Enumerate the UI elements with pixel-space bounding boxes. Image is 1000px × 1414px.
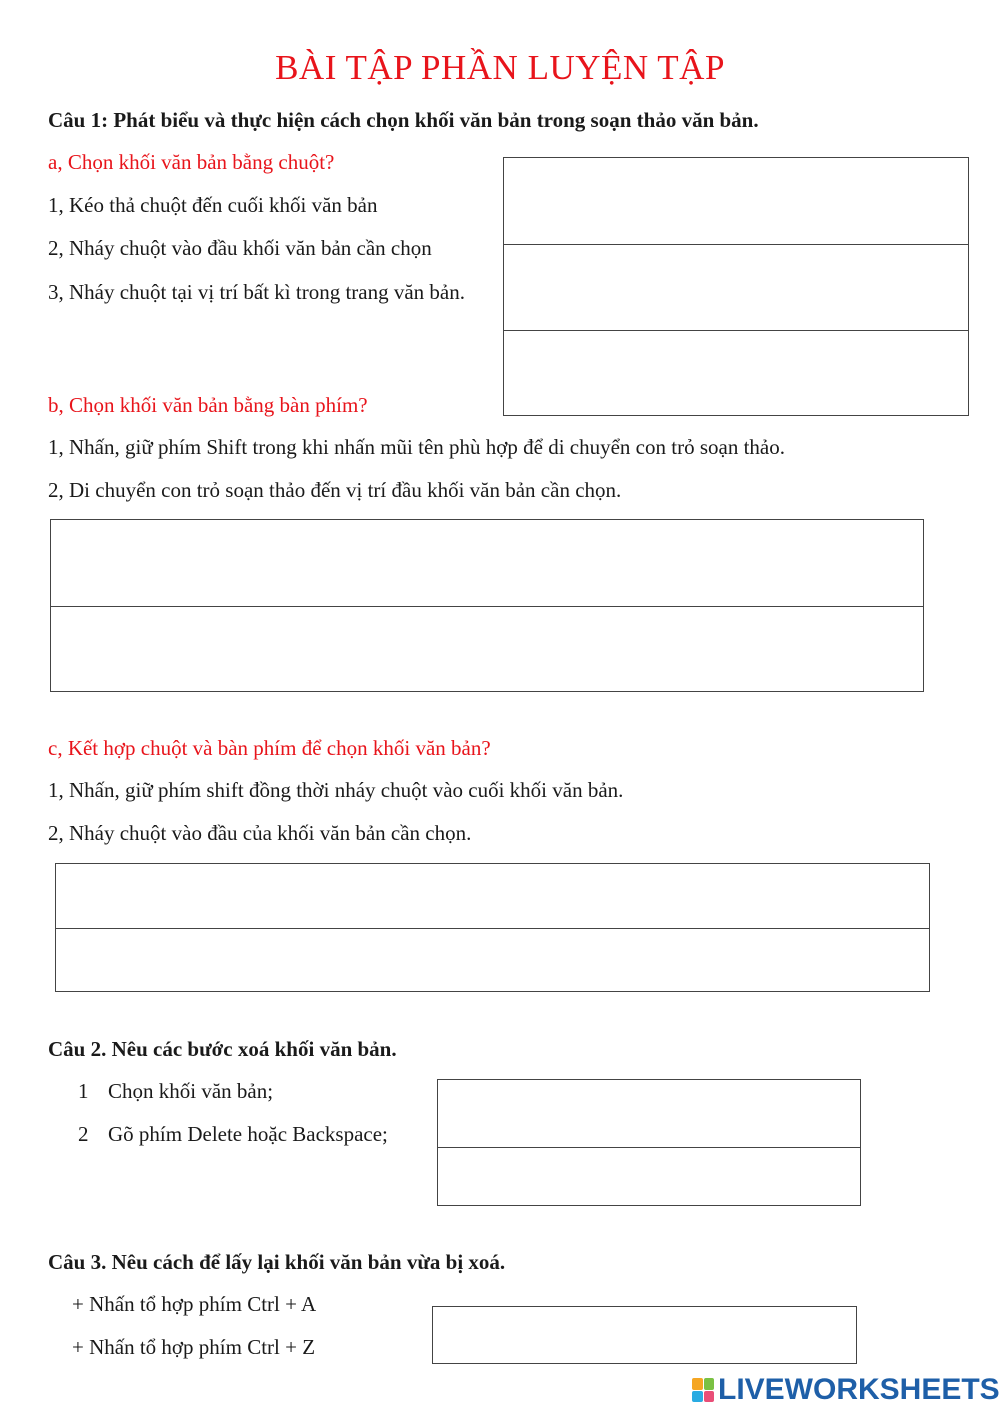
page-title: BÀI TẬP PHẦN LUYỆN TẬP bbox=[275, 48, 725, 87]
q2-answer-box bbox=[437, 1079, 861, 1206]
q1a-answer-divider bbox=[504, 244, 968, 245]
question-3-heading: Câu 3. Nêu cách để lấy lại khối văn bản vừa bị xoá. bbox=[48, 1250, 506, 1274]
q2-step-1-text: Chọn khối văn bản; bbox=[108, 1079, 274, 1103]
q1b-option-1: 1, Nhấn, giữ phím Shift trong khi nhấn mũi tên phù hợp để di chuyển con trỏ soạn thảo. bbox=[48, 435, 785, 459]
question-2-heading: Câu 2. Nêu các bước xoá khối văn bản. bbox=[48, 1037, 397, 1061]
q2-step-2-number: 2 bbox=[78, 1122, 89, 1146]
q1c-answer-box bbox=[55, 863, 930, 992]
question-1-heading: Câu 1: Phát biểu và thực hiện cách chọn khối văn bản trong soạn thảo văn bản. bbox=[48, 108, 759, 132]
q3-option-1: + Nhấn tổ hợp phím Ctrl + A bbox=[72, 1292, 317, 1316]
q3-option-2: + Nhấn tổ hợp phím Ctrl + Z bbox=[72, 1335, 316, 1359]
q1b-option-2: 2, Di chuyển con trỏ soạn thảo đến vị trí đầu khối văn bản cần chọn. bbox=[48, 478, 622, 502]
q1a-answer-box bbox=[503, 157, 969, 416]
q2-step-1-number: 1 bbox=[78, 1079, 89, 1103]
q3-answer-box bbox=[432, 1306, 857, 1364]
q1a-option-1: 1, Kéo thả chuột đến cuối khối văn bản bbox=[48, 193, 378, 217]
q2-answer-divider bbox=[438, 1147, 860, 1148]
q1-part-b-label: b, Chọn khối văn bản bằng bàn phím? bbox=[48, 393, 368, 417]
q1-part-a-label: a, Chọn khối văn bản bằng chuột? bbox=[48, 150, 335, 174]
q1-part-c-label: c, Kết hợp chuột và bàn phím để chọn khối văn bản? bbox=[48, 736, 491, 760]
q1b-answer-box bbox=[50, 519, 924, 692]
q1a-answer-divider bbox=[504, 330, 968, 331]
q2-step-2-text: Gõ phím Delete hoặc Backspace; bbox=[108, 1122, 388, 1146]
q1a-option-3: 3, Nháy chuột tại vị trí bất kì trong trang văn bản. bbox=[48, 280, 465, 304]
q1c-answer-divider bbox=[56, 928, 929, 929]
q1a-option-2: 2, Nháy chuột vào đầu khối văn bản cần chọn bbox=[48, 236, 432, 260]
liveworksheets-brand bbox=[692, 1374, 1000, 1406]
q1b-answer-divider bbox=[51, 606, 923, 607]
q1c-option-2: 2, Nháy chuột vào đầu của khối văn bản cần chọn. bbox=[48, 821, 472, 845]
liveworksheets-logo-icon bbox=[692, 1378, 714, 1402]
liveworksheets-wordmark: LIVEWORKSHEETS bbox=[718, 1373, 1000, 1406]
q1c-option-1: 1, Nhấn, giữ phím shift đồng thời nháy chuột vào cuối khối văn bản. bbox=[48, 778, 624, 802]
